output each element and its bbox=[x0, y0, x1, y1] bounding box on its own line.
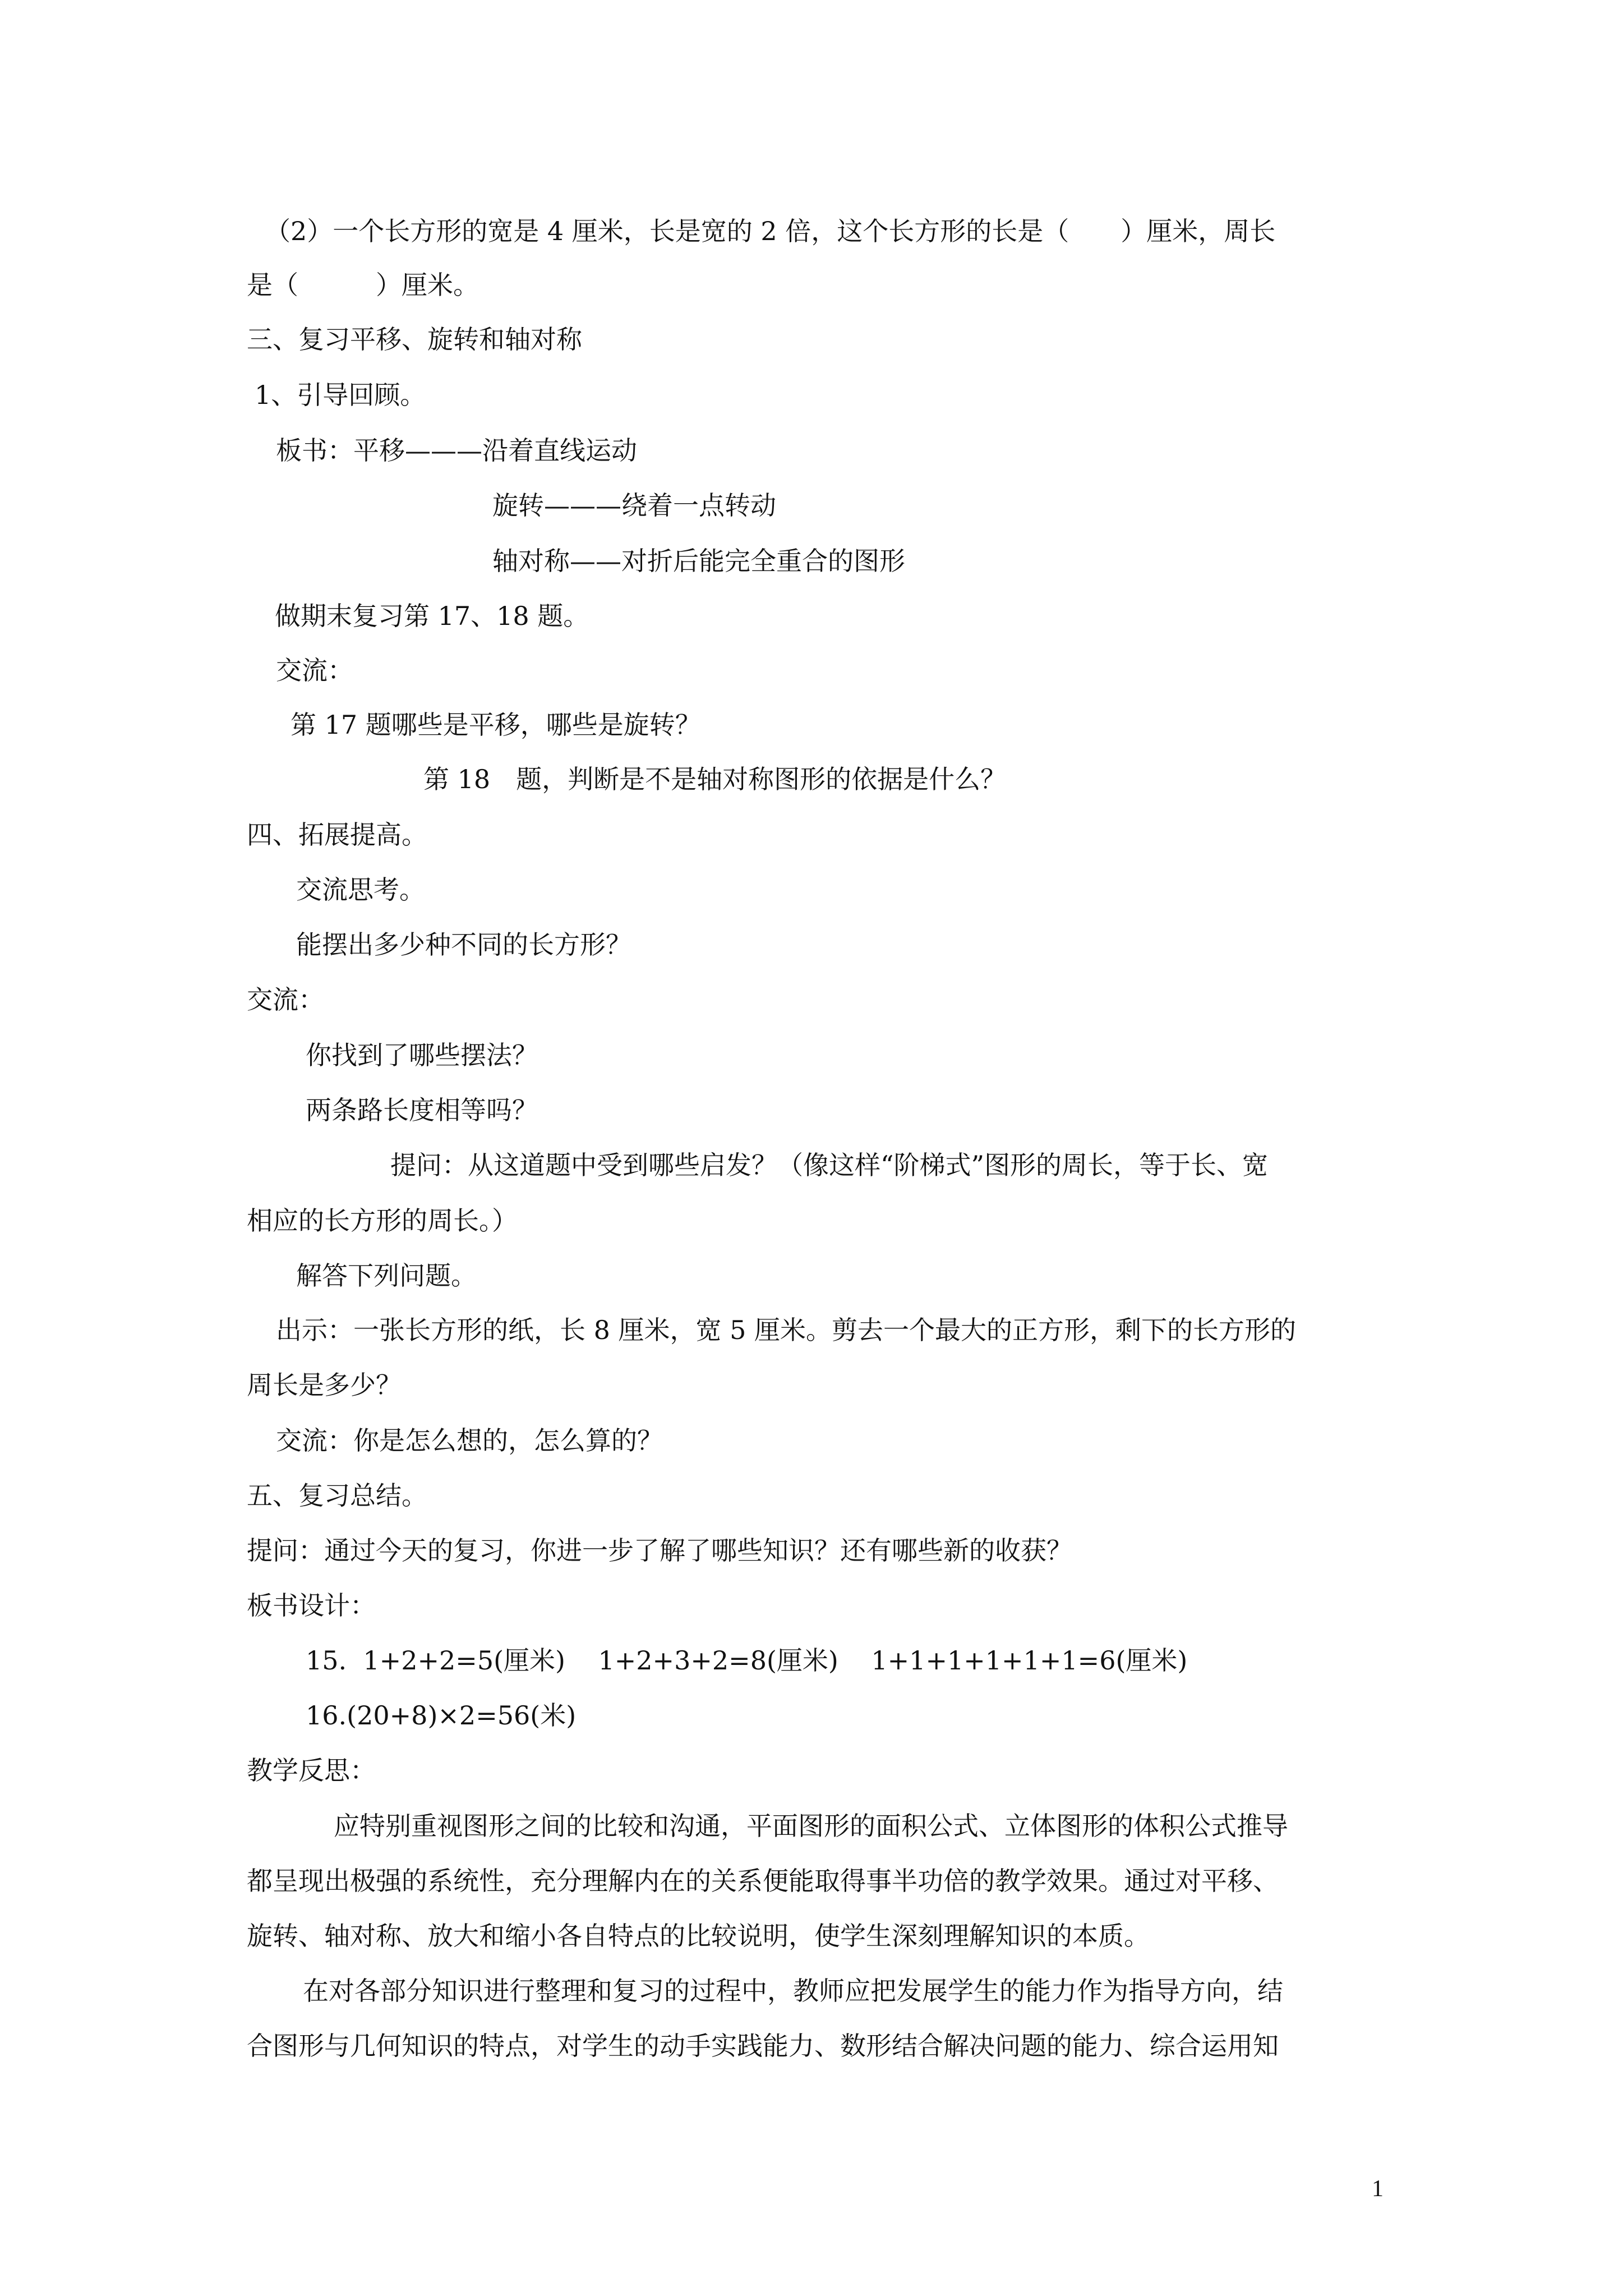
text-line: 两条路长度相等吗？ bbox=[306, 1095, 538, 1125]
text-line: 能摆出多少种不同的长方形？ bbox=[296, 930, 631, 960]
text-line: 第 18 题，判断是不是轴对称图形的依据是什么？ bbox=[423, 764, 1007, 794]
text-line: 应特别重视图形之间的比较和沟通，平面图形的面积公式、立体图形的体积公式推导 bbox=[334, 1811, 1288, 1841]
text-line: 旋转、轴对称、放大和缩小各自特点的比较说明，使学生深刻理解知识的本质。 bbox=[247, 1921, 1150, 1951]
text-line: 轴对称——对折后能完全重合的图形 bbox=[492, 546, 905, 576]
text-line: 做期末复习第 17、18 题。 bbox=[275, 601, 589, 631]
text-line: 交流： bbox=[247, 984, 324, 1015]
section-heading: 四、拓展提高。 bbox=[247, 820, 427, 850]
text-line: 是（ ）厘米。 bbox=[247, 270, 479, 300]
text-line: 都呈现出极强的系统性，充分理解内在的关系便能取得事半功倍的教学效果。通过对平移、 bbox=[247, 1866, 1279, 1896]
text-line: 旋转———绕着一点转动 bbox=[492, 490, 776, 521]
formula-line: 16.(20+8)×2=56(米) bbox=[306, 1700, 577, 1731]
text-line: 合图形与几何知识的特点，对学生的动手实践能力、数形结合解决问题的能力、综合运用知 bbox=[247, 2031, 1279, 2061]
text-line: 相应的长方形的周长。） bbox=[247, 1205, 518, 1236]
formula-line: 15. 1+2+2=5(厘米) 1+2+3+2=8(厘米) 1+1+1+1+1+1=6(厘米) bbox=[306, 1645, 1188, 1676]
section-heading: 五、复习总结。 bbox=[247, 1480, 427, 1511]
text-line: 解答下列问题。 bbox=[296, 1260, 477, 1291]
text-line: 第 17 题哪些是平移，哪些是旋转？ bbox=[291, 710, 701, 740]
text-line: （2）一个长方形的宽是 4 厘米，长是宽的 2 倍，这个长方形的长是（ ）厘米，周长 bbox=[265, 216, 1276, 246]
text-line: 1、引导回顾。 bbox=[255, 380, 426, 410]
text-line: 交流思考。 bbox=[296, 875, 425, 905]
text-line: 板书：平移———沿着直线运动 bbox=[276, 435, 637, 466]
text-line: 你找到了哪些摆法？ bbox=[306, 1040, 538, 1070]
text-line: 板书设计： bbox=[247, 1590, 376, 1621]
page-number: 1 bbox=[1372, 2176, 1384, 2202]
text-line: 交流： bbox=[276, 655, 353, 685]
text-line: 出示：一张长方形的纸，长 8 厘米，宽 5 厘米。剪去一个最大的正方形，剩下的长方形的 bbox=[276, 1315, 1297, 1345]
text-line: 提问：通过今天的复习，你进一步了解了哪些知识？还有哪些新的收获？ bbox=[247, 1535, 1072, 1566]
section-heading: 三、复习平移、旋转和轴对称 bbox=[247, 324, 582, 355]
text-line: 周长是多少？ bbox=[247, 1370, 402, 1400]
text-line: 提问：从这道题中受到哪些启发？（像这样“阶梯式”图形的周长，等于长、宽 bbox=[390, 1150, 1269, 1180]
text-line: 在对各部分知识进行整理和复习的过程中，教师应把发展学生的能力作为指导方向，结 bbox=[303, 1976, 1283, 2006]
text-line: 教学反思： bbox=[247, 1755, 376, 1786]
text-line: 交流：你是怎么想的，怎么算的？ bbox=[276, 1425, 663, 1456]
